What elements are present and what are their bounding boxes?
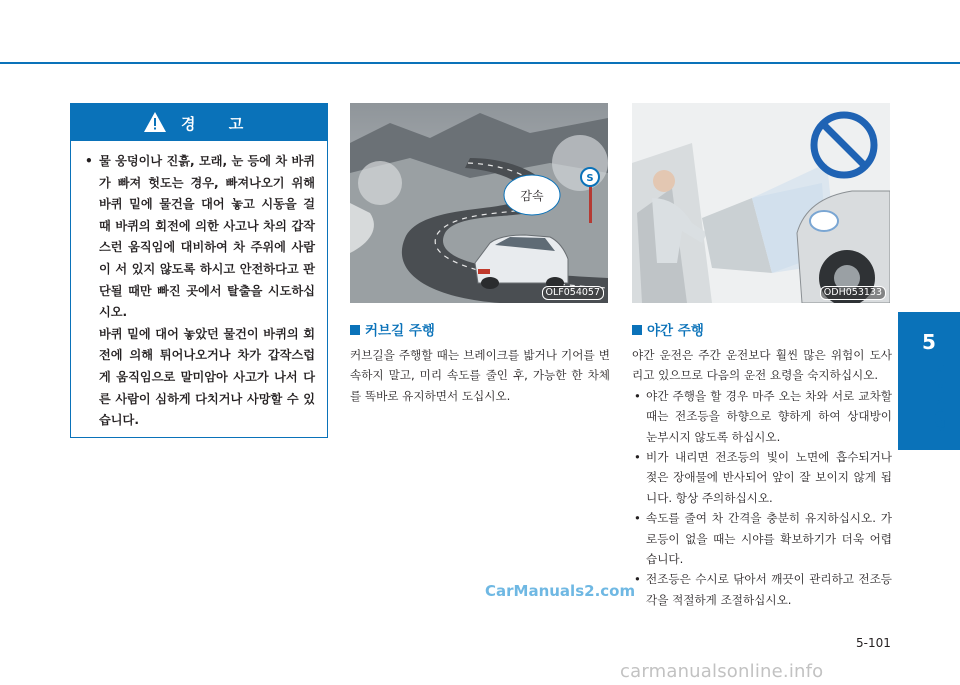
warning-box (70, 103, 328, 438)
watermark-footer: carmanualsonline.info (620, 661, 824, 682)
warning-item-text: 물 웅덩이나 진흙, 모래, 눈 등에 차 바퀴가 빠져 헛도는 경우, 빠져나오기 위해 바퀴 밑에 물건을 대어 놓고 시동을 걸 때 바퀴의 회전에 의한 사고나 차의 갑작스런 움직임에 대비하여 차 주위에 사람이 서 있지 않도록 하시고 안전하다고 판단될 때만 빠진 곳에서 탈출을 시도하십시오. (99, 154, 315, 320)
night-driving-section (632, 321, 892, 610)
square-bullet-icon (350, 325, 360, 335)
list-item: • 전조등은 수시로 닦아서 깨끗이 관리하고 전조등 각을 적절하게 조절하십시오. (632, 569, 892, 610)
night-driving-illustration (632, 103, 890, 303)
page-number: 5-101 (856, 636, 891, 650)
warning-triangle-icon (143, 111, 167, 133)
bullet-dot-icon: • (634, 511, 641, 526)
curve-road-figure (350, 103, 608, 303)
bullet-dot-icon: • (634, 450, 641, 465)
warning-item-continuation: 바퀴 밑에 대어 놓았던 물건이 바퀴의 회전에 의해 튀어나오거나 차가 갑작스럽게 움직임으로 말미암아 사고가 나서 다른 사람이 심하게 다치거나 사망할 수 있습니다. (99, 326, 315, 428)
bullet-dot-icon: • (634, 388, 641, 403)
header-rule (0, 62, 960, 64)
watermark-link[interactable]: CarManuals2.com (485, 582, 636, 600)
chapter-side-label (911, 364, 947, 452)
speech-bubble (504, 175, 560, 215)
warning-header (71, 104, 327, 141)
section-text: 커브길을 주행할 때는 브레이크를 밟거나 기어를 변속하지 말고, 미리 속도를 줄인 후, 가능한 한 차체를 똑바로 유지하면서 도십시오. (350, 348, 610, 403)
section-title: 야간 주행 (632, 321, 892, 341)
night-driving-figure (632, 103, 890, 303)
chapter-title: 시동 및 주행 (933, 364, 947, 432)
figure-code: OLF054057 (542, 286, 605, 300)
bullet-dot-icon: • (634, 572, 641, 587)
warning-title: 경 고 (181, 115, 258, 133)
list-item: • 속도를 줄여 차 간격을 충분히 유지하십시오. 가로등이 없을 때는 시야를 확보하기가 더욱 어렵습니다. (632, 508, 892, 569)
square-bullet-icon (632, 325, 642, 335)
svg-text:S: S (586, 173, 594, 184)
curve-road-illustration (350, 103, 608, 303)
chapter-number: 5 (922, 330, 936, 354)
figure-code: ODH053133 (820, 286, 886, 300)
section-title: 커브길 주행 (350, 321, 610, 341)
bubble-label: 감속 (520, 189, 544, 203)
warning-body (71, 141, 327, 432)
list-item: • 야간 주행을 할 경우 마주 오는 차와 서로 교차할 때는 전조등을 하향으로 향하게 하여 상대방이 눈부시지 않도록 하십시오. (632, 386, 892, 447)
bullet-dot-icon: • (85, 154, 93, 168)
curve-driving-section (350, 321, 610, 406)
list-item: • 비가 내리면 전조등의 빛이 노면에 흡수되거나 젖은 장애물에 반사되어 앞이 잘 보이지 않게 됩니다. 항상 주의하십시오. (632, 447, 892, 508)
warning-item (85, 151, 315, 324)
section-text: 야간 운전은 주간 운전보다 훨씬 많은 위험이 도사리고 있으므로 다음의 운전 요령을 숙지하십시오. (632, 348, 892, 383)
